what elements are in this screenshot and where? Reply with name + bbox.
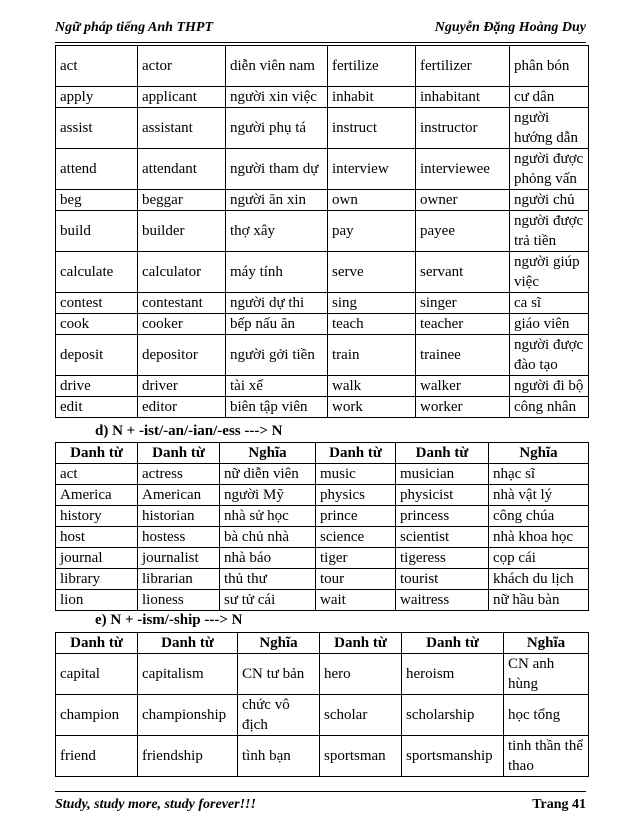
page-header [55, 20, 586, 40]
table-cell: librarian [138, 569, 220, 590]
column-header: Danh từ [316, 443, 396, 464]
table-cell: owner [416, 190, 510, 211]
table-cell: journal [56, 548, 138, 569]
table-cell: singer [416, 293, 510, 314]
table-cell: CN anh hùng [504, 654, 589, 695]
table-cell: lion [56, 590, 138, 611]
table-cell: historian [138, 506, 220, 527]
table-cell: own [328, 190, 416, 211]
table-row [56, 695, 589, 736]
table-cell: beg [56, 190, 138, 211]
table-cell: tigeress [396, 548, 489, 569]
table-cell: pay [328, 211, 416, 252]
table-cell: cooker [138, 314, 226, 335]
table-cell: depositor [138, 335, 226, 376]
table-cell: scientist [396, 527, 489, 548]
page-number: Trang 41 [532, 797, 586, 812]
table-cell: người giúp việc [510, 252, 589, 293]
table-cell: physics [316, 485, 396, 506]
table-cell: chức vô địch [238, 695, 320, 736]
table-cell: công chúa [489, 506, 589, 527]
table-row [56, 190, 589, 211]
table-row [56, 569, 589, 590]
column-header: Danh từ [320, 633, 402, 654]
table-cell: inhabitant [416, 87, 510, 108]
vocab-table-section-d [55, 442, 589, 611]
table-cell: nhà sử học [220, 506, 316, 527]
table-cell: walk [328, 376, 416, 397]
column-header: Nghĩa [238, 633, 320, 654]
table-row [56, 527, 589, 548]
table-cell: serve [328, 252, 416, 293]
table-cell: khách du lịch [489, 569, 589, 590]
table-cell: diễn viên nam [226, 46, 328, 87]
table-cell: tour [316, 569, 396, 590]
table-cell: act [56, 46, 138, 87]
table-cell: drive [56, 376, 138, 397]
table-cell: instruct [328, 108, 416, 149]
header-author: Nguyễn Đặng Hoàng Duy [434, 20, 586, 35]
table-cell: science [316, 527, 396, 548]
column-header: Nghĩa [504, 633, 589, 654]
table-cell: applicant [138, 87, 226, 108]
table-cell: wait [316, 590, 396, 611]
table-cell: người dự thi [226, 293, 328, 314]
table-cell: phân bón [510, 46, 589, 87]
table-row [56, 335, 589, 376]
table-row [56, 252, 589, 293]
table-cell: walker [416, 376, 510, 397]
table-cell: người tham dự [226, 149, 328, 190]
table-cell: người gởi tiền [226, 335, 328, 376]
table-cell: train [328, 335, 416, 376]
table-cell: work [328, 397, 416, 418]
table-header-row [56, 443, 589, 464]
table-cell: musician [396, 464, 489, 485]
table-cell: sing [328, 293, 416, 314]
table-cell: nhà vật lý [489, 485, 589, 506]
table-cell: bà chủ nhà [220, 527, 316, 548]
table-cell: người hướng dẫn [510, 108, 589, 149]
table-cell: ca sĩ [510, 293, 589, 314]
table-cell: thủ thư [220, 569, 316, 590]
table-row [56, 87, 589, 108]
table-cell: calculator [138, 252, 226, 293]
table-cell: deposit [56, 335, 138, 376]
table-row [56, 397, 589, 418]
table-cell: biên tập viên [226, 397, 328, 418]
table-cell: heroism [402, 654, 504, 695]
table-cell: bếp nấu ăn [226, 314, 328, 335]
table-cell: tiger [316, 548, 396, 569]
table-row [56, 376, 589, 397]
table-cell: công nhân [510, 397, 589, 418]
table-cell: interviewee [416, 149, 510, 190]
table-cell: beggar [138, 190, 226, 211]
table-cell: thợ xây [226, 211, 328, 252]
table-cell: inhabit [328, 87, 416, 108]
table-cell: hero [320, 654, 402, 695]
table-row [56, 46, 589, 87]
table-cell: assist [56, 108, 138, 149]
table-cell: music [316, 464, 396, 485]
table-cell: instructor [416, 108, 510, 149]
table-row [56, 736, 589, 777]
table-cell: nhà báo [220, 548, 316, 569]
column-header: Danh từ [402, 633, 504, 654]
table-cell: apply [56, 87, 138, 108]
table-cell: interview [328, 149, 416, 190]
column-header: Danh từ [138, 633, 238, 654]
table-cell: người Mỹ [220, 485, 316, 506]
table-cell: servant [416, 252, 510, 293]
table-cell: contest [56, 293, 138, 314]
table-cell: prince [316, 506, 396, 527]
table-row [56, 464, 589, 485]
table-cell: sư tử cái [220, 590, 316, 611]
table-cell: assistant [138, 108, 226, 149]
table-cell: journalist [138, 548, 220, 569]
section-d-title: d) N + -ist/-an/-ian/-ess ---> N [95, 423, 283, 439]
table-cell: actress [138, 464, 220, 485]
table-cell: trainee [416, 335, 510, 376]
table-cell: cư dân [510, 87, 589, 108]
table-cell: waitress [396, 590, 489, 611]
table-cell: người chủ [510, 190, 589, 211]
table-cell: attend [56, 149, 138, 190]
table-header-row [56, 633, 589, 654]
table-cell: capitalism [138, 654, 238, 695]
header-title: Ngữ pháp tiếng Anh THPT [55, 20, 213, 35]
table-cell: teacher [416, 314, 510, 335]
table-cell: nữ hầu bàn [489, 590, 589, 611]
table-cell: CN tư bản [238, 654, 320, 695]
table-cell: lioness [138, 590, 220, 611]
table-cell: attendant [138, 149, 226, 190]
table-cell: edit [56, 397, 138, 418]
table-cell: build [56, 211, 138, 252]
table-row [56, 211, 589, 252]
table-cell: nữ diễn viên [220, 464, 316, 485]
table-row [56, 548, 589, 569]
table-cell: act [56, 464, 138, 485]
table-cell: người ăn xin [226, 190, 328, 211]
section-e-title: e) N + -ism/-ship ---> N [95, 612, 243, 628]
table-cell: tài xế [226, 376, 328, 397]
table-cell: cọp cái [489, 548, 589, 569]
column-header: Danh từ [138, 443, 220, 464]
table-cell: capital [56, 654, 138, 695]
table-cell: history [56, 506, 138, 527]
table-cell: library [56, 569, 138, 590]
table-cell: nhà khoa học [489, 527, 589, 548]
table-cell: người được phỏng vấn [510, 149, 589, 190]
column-header: Danh từ [56, 633, 138, 654]
column-header: Nghĩa [489, 443, 589, 464]
table-row [56, 506, 589, 527]
table-cell: người phụ tá [226, 108, 328, 149]
table-cell: America [56, 485, 138, 506]
table-row [56, 293, 589, 314]
table-cell: champion [56, 695, 138, 736]
table-row [56, 149, 589, 190]
table-cell: calculate [56, 252, 138, 293]
table-cell: máy tính [226, 252, 328, 293]
table-cell: sportsman [320, 736, 402, 777]
column-header: Nghĩa [220, 443, 316, 464]
table-cell: host [56, 527, 138, 548]
table-row [56, 485, 589, 506]
table-row [56, 654, 589, 695]
vocab-table-agent-nouns [55, 45, 589, 418]
table-cell: teach [328, 314, 416, 335]
table-cell: physicist [396, 485, 489, 506]
table-cell: nhạc sĩ [489, 464, 589, 485]
table-cell: người được đào tạo [510, 335, 589, 376]
table-cell: contestant [138, 293, 226, 314]
table-cell: championship [138, 695, 238, 736]
footer-divider [55, 791, 586, 792]
table-cell: người đi bộ [510, 376, 589, 397]
table-cell: builder [138, 211, 226, 252]
table-cell: princess [396, 506, 489, 527]
table-cell: sportsmanship [402, 736, 504, 777]
table-cell: tinh thần thể thao [504, 736, 589, 777]
column-header: Danh từ [56, 443, 138, 464]
table-cell: giáo viên [510, 314, 589, 335]
table-cell: học tổng [504, 695, 589, 736]
table-row [56, 314, 589, 335]
table-cell: cook [56, 314, 138, 335]
table-cell: friendship [138, 736, 238, 777]
header-divider [55, 42, 586, 43]
table-cell: người được trả tiền [510, 211, 589, 252]
footer-motto: Study, study more, study forever!!! [55, 797, 256, 812]
table-cell: editor [138, 397, 226, 418]
table-cell: driver [138, 376, 226, 397]
table-row [56, 108, 589, 149]
table-cell: scholarship [402, 695, 504, 736]
table-cell: scholar [320, 695, 402, 736]
table-row [56, 590, 589, 611]
vocab-table-section-e [55, 632, 589, 777]
table-cell: tourist [396, 569, 489, 590]
table-cell: người xin việc [226, 87, 328, 108]
table-cell: payee [416, 211, 510, 252]
column-header: Danh từ [396, 443, 489, 464]
table-cell: tình bạn [238, 736, 320, 777]
table-cell: worker [416, 397, 510, 418]
table-cell: hostess [138, 527, 220, 548]
table-cell: fertilize [328, 46, 416, 87]
page-footer [55, 797, 586, 817]
table-cell: American [138, 485, 220, 506]
table-cell: actor [138, 46, 226, 87]
table-cell: friend [56, 736, 138, 777]
table-cell: fertilizer [416, 46, 510, 87]
